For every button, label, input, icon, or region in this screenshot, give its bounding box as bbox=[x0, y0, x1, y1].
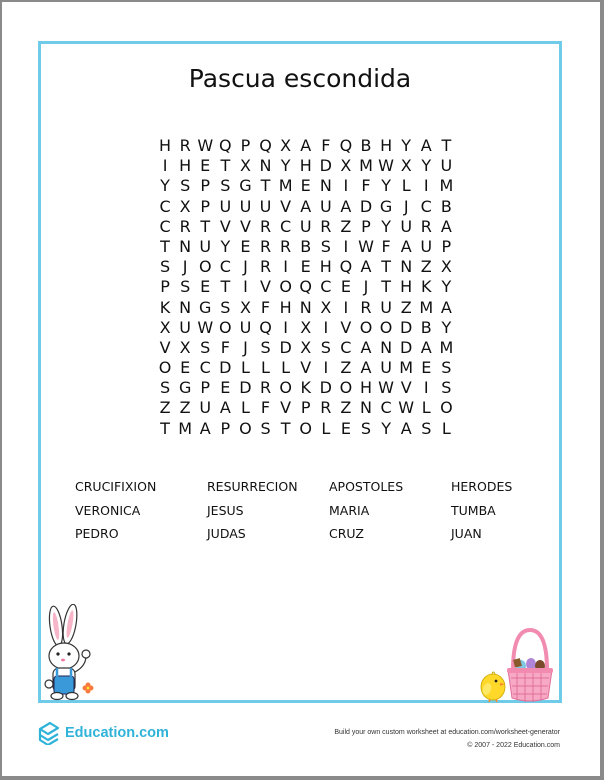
grid-letter: M bbox=[178, 418, 193, 438]
grid-letter: G bbox=[379, 196, 393, 216]
grid-letter: R bbox=[259, 257, 272, 277]
grid-letter: H bbox=[179, 156, 192, 176]
grid-letter: Q bbox=[339, 257, 353, 277]
grid-letter: S bbox=[220, 176, 231, 196]
grid-letter: K bbox=[300, 378, 311, 398]
grid-letter: N bbox=[319, 176, 332, 196]
grid-letter: F bbox=[381, 236, 391, 256]
grid-letter: Z bbox=[340, 216, 352, 236]
grid-letter: E bbox=[300, 257, 311, 277]
grid-letter: A bbox=[400, 418, 412, 438]
grid-letter: E bbox=[200, 156, 211, 176]
grid-letter: P bbox=[200, 176, 211, 196]
grid-letter: U bbox=[219, 196, 232, 216]
grid-letter: I bbox=[323, 317, 329, 337]
grid-letter: W bbox=[197, 317, 214, 337]
grid-letter: X bbox=[179, 196, 191, 216]
grid-letter: B bbox=[420, 317, 432, 337]
grid-letter: D bbox=[400, 317, 413, 337]
grid-letter: R bbox=[259, 236, 272, 256]
grid-letter: X bbox=[300, 337, 312, 357]
grid-letter: T bbox=[441, 136, 452, 155]
grid-letter: C bbox=[219, 257, 231, 277]
grid-letter: X bbox=[179, 337, 191, 357]
grid-letter: S bbox=[360, 418, 372, 438]
grid-letter: T bbox=[160, 418, 170, 438]
grid-letter: Z bbox=[420, 257, 432, 277]
grid-letter: X bbox=[340, 156, 352, 176]
word-bank-item: CRUCIFIXION bbox=[75, 479, 157, 494]
grid-letter: U bbox=[199, 236, 212, 256]
word-bank-item: HERODES bbox=[451, 479, 513, 494]
grid-letter: O bbox=[379, 317, 393, 337]
grid-letter: N bbox=[400, 257, 413, 277]
grid-letter: O bbox=[198, 257, 212, 277]
grid-letter: C bbox=[280, 216, 292, 236]
grid-letter: M bbox=[439, 176, 454, 196]
word-bank-item: CRUZ bbox=[329, 526, 364, 541]
grid-letter: X bbox=[440, 257, 452, 277]
grid-letter: A bbox=[300, 196, 312, 216]
grid-letter: U bbox=[239, 196, 252, 216]
word-bank-item: TUMBA bbox=[451, 502, 496, 518]
grid-letter: X bbox=[159, 317, 171, 337]
grid-letter: L bbox=[240, 358, 250, 378]
grid-letter: Z bbox=[400, 297, 412, 317]
grid-letter: J bbox=[243, 257, 248, 277]
grid-letter: X bbox=[239, 156, 251, 176]
grid-letter: H bbox=[279, 297, 292, 317]
grid-letter: U bbox=[440, 156, 453, 176]
grid-letter: M bbox=[439, 337, 454, 357]
grid-letter: S bbox=[200, 337, 211, 357]
grid-letter: I bbox=[283, 317, 288, 337]
grid-letter: D bbox=[239, 378, 252, 398]
grid-letter: A bbox=[340, 196, 352, 216]
grid-letter: J bbox=[403, 196, 409, 216]
grid-letter: E bbox=[340, 277, 351, 297]
grid-letter: T bbox=[260, 176, 271, 196]
grid-letter: D bbox=[219, 358, 232, 378]
grid-letter: S bbox=[441, 378, 452, 398]
grid-letter: S bbox=[260, 418, 271, 438]
footer-copyright: © 2007 - 2022 Education.com bbox=[467, 742, 560, 749]
word-bank-item: RESURRECION bbox=[207, 479, 298, 494]
grid-letter: Y bbox=[220, 236, 231, 256]
grid-letter: R bbox=[259, 378, 272, 398]
grid-letter: I bbox=[423, 176, 429, 196]
grid-letter: K bbox=[159, 297, 171, 317]
word-bank-item: MARIA bbox=[329, 502, 370, 518]
grid-letter: W bbox=[398, 398, 415, 418]
grid-letter: L bbox=[261, 358, 270, 378]
grid-letter: Z bbox=[340, 358, 352, 378]
grid-letter: A bbox=[360, 358, 372, 378]
grid-letter: R bbox=[360, 297, 372, 317]
grid-letter: L bbox=[281, 358, 291, 378]
word-bank-item: JUDAS bbox=[207, 526, 246, 541]
grid-letter: Q bbox=[219, 136, 232, 155]
grid-letter: N bbox=[179, 236, 192, 256]
grid-letter: R bbox=[420, 216, 432, 236]
grid-letter: X bbox=[320, 297, 332, 317]
grid-letter: A bbox=[360, 257, 372, 277]
grid-letter: U bbox=[239, 317, 252, 337]
word-search-grid bbox=[155, 136, 456, 439]
grid-letter: D bbox=[359, 196, 373, 216]
grid-letter: W bbox=[358, 236, 374, 256]
grid-letter: R bbox=[179, 216, 191, 236]
grid-letter: L bbox=[441, 418, 451, 438]
grid-letter: S bbox=[159, 257, 171, 277]
word-bank-item: VERONICA bbox=[75, 502, 141, 518]
grid-letter: H bbox=[319, 257, 332, 277]
grid-letter: U bbox=[179, 317, 191, 337]
grid-letter: S bbox=[180, 176, 191, 196]
grid-letter: H bbox=[380, 136, 393, 155]
grid-letter: F bbox=[220, 337, 230, 357]
grid-letter: O bbox=[158, 358, 172, 378]
grid-letter: V bbox=[340, 317, 352, 337]
grid-letter: B bbox=[360, 136, 372, 155]
grid-letter: A bbox=[199, 418, 211, 438]
grid-letter: O bbox=[279, 378, 292, 398]
grid-letter: Y bbox=[381, 216, 391, 236]
grid-letter: J bbox=[182, 257, 188, 277]
grid-letter: I bbox=[343, 297, 349, 317]
grid-letter: V bbox=[280, 196, 292, 216]
grid-letter: T bbox=[200, 216, 211, 236]
word-bank-item: APOSTOLES bbox=[329, 479, 404, 494]
page-title: Pascua escondida bbox=[188, 64, 412, 93]
grid-letter: U bbox=[380, 297, 392, 317]
grid-letter: Z bbox=[179, 398, 191, 418]
grid-letter: X bbox=[280, 136, 292, 155]
grid-letter: Y bbox=[441, 277, 452, 297]
footer-credits bbox=[334, 726, 560, 752]
grid-letter: A bbox=[440, 297, 452, 317]
grid-letter: A bbox=[440, 216, 452, 236]
grid-letter: O bbox=[440, 398, 453, 418]
grid-letter: U bbox=[400, 216, 413, 236]
grid-letter: P bbox=[200, 378, 211, 398]
grid-letter: T bbox=[160, 236, 170, 256]
grid-letter: X bbox=[239, 297, 251, 317]
grid-letter: L bbox=[401, 176, 411, 196]
grid-letter: L bbox=[240, 398, 250, 418]
grid-letter: S bbox=[260, 337, 271, 357]
grid-letter: R bbox=[320, 398, 332, 418]
grid-letter: E bbox=[421, 358, 432, 378]
grid-letter: S bbox=[320, 236, 331, 256]
grid-letter: T bbox=[381, 277, 391, 297]
grid-letter: Y bbox=[280, 156, 291, 176]
education-logo-icon bbox=[38, 721, 60, 745]
grid-letter: Y bbox=[441, 317, 452, 337]
word-bank-item: JESUS bbox=[207, 502, 244, 518]
grid-letter: S bbox=[220, 297, 231, 317]
grid-letter: M bbox=[359, 156, 373, 176]
grid-letter: X bbox=[300, 317, 312, 337]
grid-letter: C bbox=[380, 398, 392, 418]
grid-letter: D bbox=[319, 156, 332, 176]
grid-letter: V bbox=[159, 337, 171, 357]
grid-letter: F bbox=[260, 297, 271, 317]
grid-letter: A bbox=[400, 236, 412, 256]
grid-letter: S bbox=[180, 277, 191, 297]
footer-promo: Build your own custom worksheet at education.com/worksheet-generator bbox=[334, 729, 560, 736]
grid-letter: O bbox=[279, 277, 292, 297]
grid-letter: Y bbox=[381, 418, 391, 438]
grid-letter: X bbox=[400, 156, 412, 176]
grid-letter: L bbox=[321, 418, 331, 438]
grid-letter: I bbox=[343, 176, 349, 196]
grid-letter: Y bbox=[381, 176, 391, 196]
grid-letter: V bbox=[300, 358, 312, 378]
grid-letter: E bbox=[180, 358, 191, 378]
grid-letter: V bbox=[239, 216, 251, 236]
grid-letter: N bbox=[179, 297, 192, 317]
grid-letter: I bbox=[323, 358, 329, 378]
grid-letter: C bbox=[199, 358, 211, 378]
grid-letter: B bbox=[300, 236, 312, 256]
grid-letter: P bbox=[361, 216, 371, 236]
grid-letter: A bbox=[300, 136, 312, 155]
grid-letter: G bbox=[178, 378, 192, 398]
grid-letter: C bbox=[159, 196, 171, 216]
grid-letter: J bbox=[363, 277, 369, 297]
grid-letter: U bbox=[420, 236, 433, 256]
grid-letter: G bbox=[239, 176, 252, 196]
grid-letter: T bbox=[220, 156, 231, 176]
easter-basket-illustration bbox=[505, 626, 555, 704]
grid-letter: U bbox=[380, 358, 392, 378]
grid-letter: F bbox=[321, 136, 331, 155]
grid-letter: P bbox=[441, 236, 452, 256]
grid-letter: R bbox=[320, 216, 332, 236]
grid-letter: E bbox=[200, 277, 211, 297]
grid-letter: L bbox=[421, 398, 431, 418]
grid-letter: W bbox=[378, 378, 394, 398]
grid-letter: O bbox=[219, 317, 232, 337]
grid-letter: E bbox=[300, 176, 311, 196]
word-bank-item: PEDRO bbox=[75, 526, 119, 541]
grid-letter: Y bbox=[421, 156, 432, 176]
grid-letter: E bbox=[340, 418, 351, 438]
grid-letter: D bbox=[319, 378, 332, 398]
grid-letter: P bbox=[220, 418, 231, 438]
grid-letter: P bbox=[160, 277, 170, 297]
grid-letter: C bbox=[159, 216, 171, 236]
grid-letter: E bbox=[240, 236, 251, 256]
grid-letter: N bbox=[360, 398, 372, 418]
word-bank-item: JUAN bbox=[451, 526, 482, 541]
grid-letter: C bbox=[420, 196, 432, 216]
grid-letter: N bbox=[380, 337, 393, 357]
grid-letter: F bbox=[361, 176, 371, 196]
grid-letter: A bbox=[420, 136, 432, 155]
brand-name: Education.com bbox=[65, 725, 169, 741]
grid-letter: P bbox=[200, 196, 211, 216]
grid-letter: I bbox=[162, 156, 168, 176]
grid-letter: H bbox=[159, 136, 172, 155]
grid-letter: P bbox=[300, 398, 311, 418]
grid-letter: Q bbox=[299, 277, 312, 297]
grid-letter: F bbox=[260, 398, 271, 418]
word-bank bbox=[75, 479, 555, 550]
grid-letter: Z bbox=[159, 398, 171, 418]
grid-letter: S bbox=[441, 358, 452, 378]
grid-letter: U bbox=[319, 196, 332, 216]
grid-letter: T bbox=[280, 418, 291, 438]
grid-letter: P bbox=[240, 136, 251, 155]
grid-letter: M bbox=[278, 176, 293, 196]
grid-letter: V bbox=[260, 277, 271, 297]
grid-letter: J bbox=[243, 337, 248, 357]
grid-letter: T bbox=[220, 277, 231, 297]
grid-letter: C bbox=[340, 337, 352, 357]
grid-letter: S bbox=[421, 418, 432, 438]
grid-letter: H bbox=[400, 277, 413, 297]
education-logo[interactable] bbox=[38, 720, 169, 746]
grid-letter: Y bbox=[401, 136, 412, 155]
grid-letter: S bbox=[320, 337, 331, 357]
grid-letter: R bbox=[259, 216, 272, 236]
grid-letter: O bbox=[299, 418, 312, 438]
grid-letter: V bbox=[219, 216, 231, 236]
grid-letter: H bbox=[359, 378, 372, 398]
grid-letter: Y bbox=[160, 176, 170, 196]
grid-letter: N bbox=[299, 297, 312, 317]
grid-letter: Q bbox=[259, 317, 272, 337]
grid-letter: D bbox=[400, 337, 413, 357]
grid-letter: V bbox=[280, 398, 292, 418]
grid-letter: B bbox=[440, 196, 452, 216]
grid-letter: E bbox=[220, 378, 231, 398]
grid-letter: Q bbox=[339, 136, 353, 155]
grid-letter: A bbox=[360, 337, 372, 357]
grid-letter: R bbox=[179, 136, 191, 155]
grid-letter: D bbox=[279, 337, 292, 357]
grid-letter: Q bbox=[259, 136, 272, 155]
grid-letter: I bbox=[343, 236, 349, 256]
grid-letter: U bbox=[199, 398, 212, 418]
grid-letter: H bbox=[299, 156, 312, 176]
grid-letter: M bbox=[419, 297, 434, 317]
grid-letter: O bbox=[339, 378, 353, 398]
grid-letter: S bbox=[159, 378, 171, 398]
grid-letter: A bbox=[219, 398, 231, 418]
grid-letter: R bbox=[280, 236, 292, 256]
grid-letter: I bbox=[423, 378, 429, 398]
grid-letter: M bbox=[399, 358, 414, 378]
grid-letter: W bbox=[197, 136, 214, 155]
grid-letter: K bbox=[421, 277, 432, 297]
grid-letter: G bbox=[199, 297, 212, 317]
grid-letter: O bbox=[239, 418, 252, 438]
grid-letter: V bbox=[400, 378, 412, 398]
grid-letter: I bbox=[243, 277, 248, 297]
grid-letter: I bbox=[283, 257, 288, 277]
grid-letter: C bbox=[320, 277, 332, 297]
bunny-illustration bbox=[42, 604, 100, 704]
grid-letter: O bbox=[359, 317, 373, 337]
grid-letter: Z bbox=[340, 398, 352, 418]
grid-letter: U bbox=[299, 216, 312, 236]
grid-letter: W bbox=[378, 156, 394, 176]
grid-letter: U bbox=[259, 196, 272, 216]
grid-letter: T bbox=[381, 257, 391, 277]
grid-letter: A bbox=[420, 337, 432, 357]
grid-letter: N bbox=[259, 156, 272, 176]
